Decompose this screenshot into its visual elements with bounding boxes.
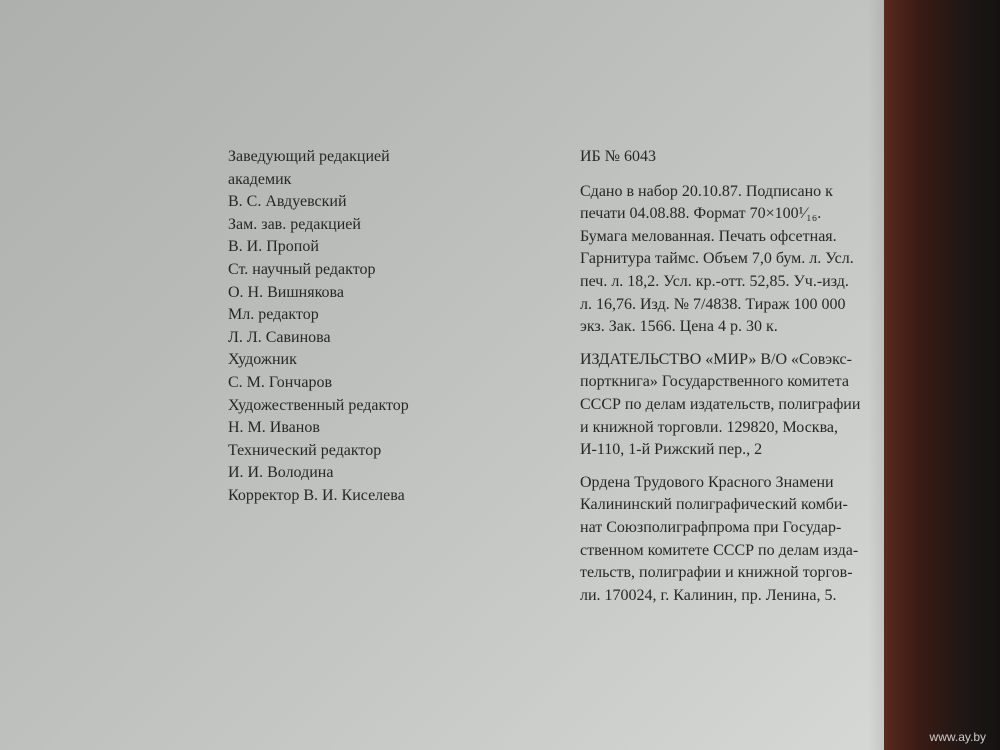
printer-line: тельств, полиграфии и книжной торгов-	[580, 564, 853, 582]
staff-line: Н. М. Иванов	[228, 419, 320, 437]
publisher-line: и книжной торговли. 129820, Москва,	[580, 418, 839, 436]
staff-line: Технический редактор	[228, 441, 382, 459]
staff-line: В. С. Авдуевский	[228, 193, 347, 211]
site-watermark: www.ay.by	[929, 730, 986, 744]
staff-line: В. И. Пропой	[228, 238, 319, 256]
staff-line: академик	[228, 170, 292, 188]
publisher-line: И-110, 1-й Рижский пер., 2	[580, 441, 763, 459]
editorial-staff-list	[228, 146, 528, 508]
print-info-line: л. 16,76. Изд. № 7/4838. Тираж 100 000	[580, 295, 846, 313]
staff-line: Художественный редактор	[228, 396, 409, 414]
imprint-column	[580, 146, 884, 617]
print-info-line: Сдано в набор 20.10.87. Подписано к	[580, 182, 833, 200]
print-info-line: Гарнитура таймс. Объем 7,0 бум. л. Усл.	[580, 250, 854, 268]
print-info-line: экз. Зак. 1566. Цена 4 р. 30 к.	[580, 318, 778, 336]
ib-number: ИБ № 6043	[580, 148, 657, 165]
printer-line: ли. 170024, г. Калинин, пр. Ленина, 5.	[580, 586, 837, 604]
publisher-line: ИЗДАТЕЛЬСТВО «МИР» В/О «Совэкс-	[580, 350, 852, 368]
staff-line: Заведующий редакцией	[228, 148, 390, 165]
printer-line: ственном комитете СССР по делам изда-	[580, 541, 859, 559]
print-info-line: Бумага мелованная. Печать офсетная.	[580, 227, 837, 245]
staff-line: Зам. зав. редакцией	[228, 215, 361, 233]
printer-line: Калининский полиграфический комби-	[580, 496, 848, 514]
staff-line: Корректор В. И. Киселева	[228, 486, 405, 504]
staff-line: Ст. научный редактор	[228, 260, 376, 278]
publisher-line: СССР по делам издательств, полиграфии	[580, 395, 861, 413]
staff-line: И. И. Володина	[228, 464, 334, 482]
staff-line: С. М. Гончаров	[228, 373, 333, 391]
book-cover-edge	[884, 0, 1000, 750]
printer-line: Ордена Трудового Красного Знамени	[580, 473, 834, 491]
print-info-line: печ. л. 18,2. Усл. кр.-отт. 52,85. Уч.-изд.	[580, 272, 849, 290]
publisher-block	[580, 349, 884, 462]
staff-line: О. Н. Вишнякова	[228, 283, 344, 301]
printer-line: нат Союзполиграфпрома при Государ-	[580, 518, 842, 536]
staff-line: Мл. редактор	[228, 306, 319, 324]
publisher-line: порткнига» Государственного комитета	[580, 373, 849, 391]
staff-line: Л. Л. Савинова	[228, 328, 331, 346]
printer-block	[580, 472, 884, 608]
staff-line: Художник	[228, 351, 297, 369]
print-info-block	[580, 181, 884, 339]
print-info-line: печати 04.08.88. Формат 70×100¹⁄₁₆.	[580, 205, 822, 223]
